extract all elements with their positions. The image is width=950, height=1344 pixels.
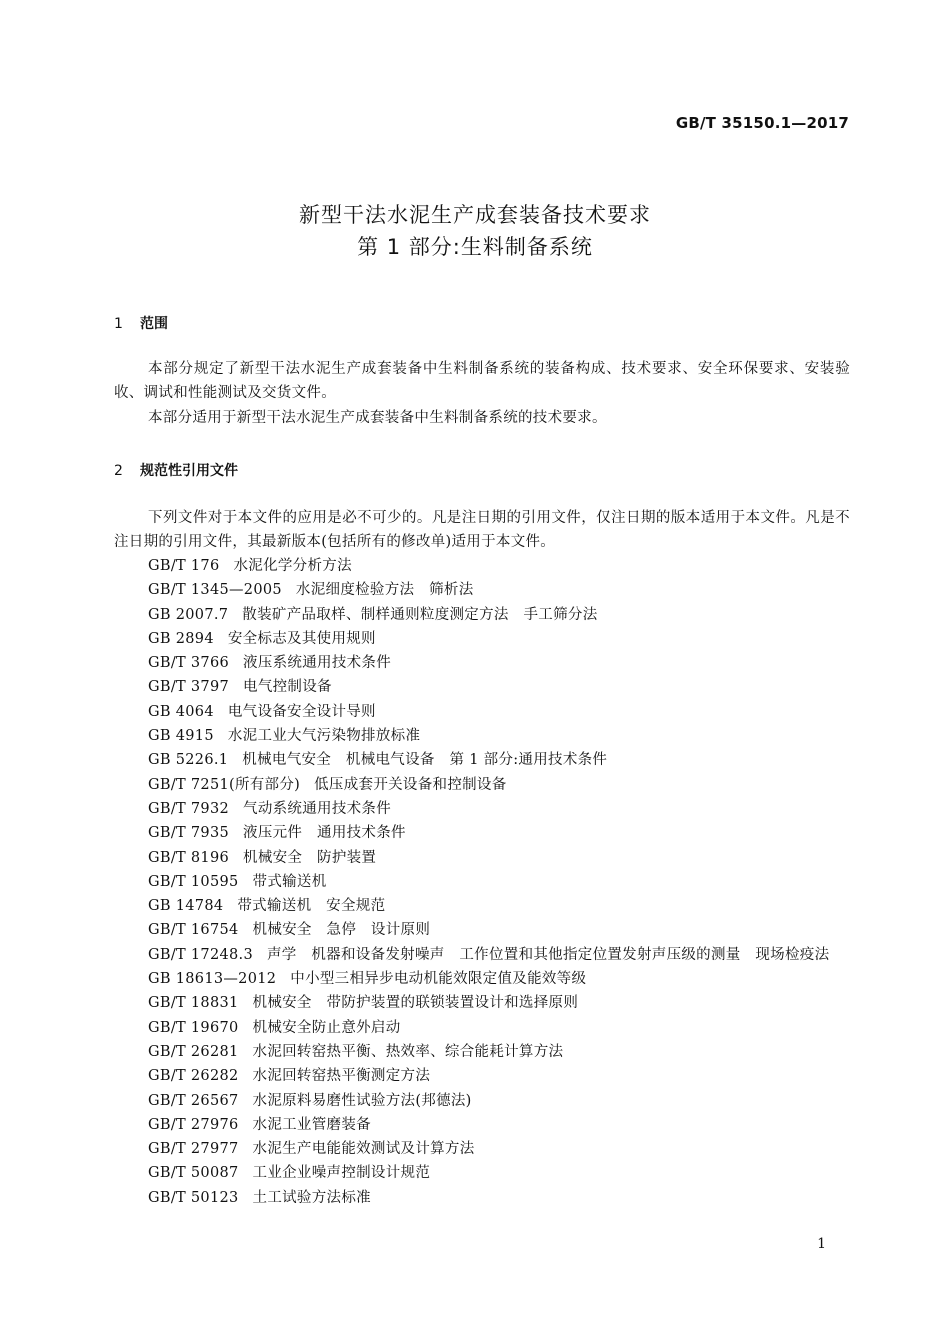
reference-title: 工业企业噪声控制设计规范 <box>252 1165 431 1182</box>
reference-title: 气动系统通用技术条件 <box>243 800 392 817</box>
reference-code: GB/T 1345—2005 <box>148 582 282 599</box>
reference-item <box>114 870 850 894</box>
reference-code: GB/T 3797 <box>148 679 230 696</box>
reference-item <box>114 1137 850 1161</box>
reference-item <box>114 1186 850 1210</box>
section-number: 1 <box>114 316 123 332</box>
section-1-heading <box>114 313 168 333</box>
section-2-heading <box>114 460 238 480</box>
reference-title: 带式输送机 安全规范 <box>237 898 386 915</box>
reference-title: 电气控制设备 <box>243 679 332 696</box>
reference-title: 水泥工业大气污染物排放标准 <box>227 728 421 745</box>
reference-code: GB/T 50087 <box>148 1165 239 1182</box>
reference-item <box>114 991 850 1015</box>
reference-code: GB 4064 <box>148 703 214 720</box>
reference-code: GB/T 8196 <box>148 849 230 866</box>
reference-title: 机械电气安全 机械电气设备 第 1 部分:通用技术条件 <box>242 752 608 769</box>
reference-item <box>114 748 850 772</box>
reference-item <box>114 603 850 627</box>
reference-code: GB/T 26282 <box>148 1068 239 1085</box>
reference-list <box>114 554 850 1210</box>
page-number: 1 <box>817 1236 826 1252</box>
reference-item <box>114 1113 850 1137</box>
reference-code: GB/T 19670 <box>148 1019 239 1036</box>
reference-code: GB/T 50123 <box>148 1189 239 1206</box>
reference-title: 中小型三相异步电动机能效限定值及能效等级 <box>290 971 587 988</box>
reference-title: 电气设备安全设计导则 <box>227 703 376 720</box>
reference-code: GB 2007.7 <box>148 606 229 623</box>
reference-code: GB/T 26281 <box>148 1043 239 1060</box>
reference-item <box>114 967 850 991</box>
reference-code: GB 4915 <box>148 728 214 745</box>
reference-item <box>114 1089 850 1113</box>
reference-item <box>114 675 850 699</box>
reference-title: 散装矿产品取样、制样通则粒度测定方法 手工筛分法 <box>242 606 598 623</box>
reference-title: 水泥生产电能能效测试及计算方法 <box>252 1141 475 1158</box>
reference-title: 水泥工业管磨装备 <box>252 1116 371 1133</box>
reference-item <box>114 1064 850 1088</box>
reference-title: 带式输送机 <box>252 873 327 890</box>
reference-title: 液压元件 通用技术条件 <box>243 825 406 842</box>
reference-item <box>114 846 850 870</box>
reference-item <box>114 651 850 675</box>
reference-item <box>114 894 850 918</box>
reference-title: 液压系统通用技术条件 <box>243 655 392 672</box>
reference-title: 机械安全 防护装置 <box>243 849 377 866</box>
reference-item <box>114 724 850 748</box>
reference-title: 水泥化学分析方法 <box>233 558 352 574</box>
reference-title: 水泥细度检验方法 筛析法 <box>295 582 474 599</box>
reference-title: 水泥原料易磨性试验方法(邦德法) <box>252 1092 472 1109</box>
reference-item <box>114 700 850 724</box>
reference-code: GB/T 27977 <box>148 1141 239 1158</box>
reference-item <box>114 627 850 651</box>
reference-item <box>114 578 850 602</box>
reference-code: GB/T 3766 <box>148 655 230 672</box>
reference-code: GB 18613—2012 <box>148 971 277 988</box>
reference-code: GB/T 7932 <box>148 800 230 817</box>
document-subtitle: 第 1 部分:生料制备系统 <box>357 235 593 259</box>
reference-title: 水泥回转窑热平衡、热效率、综合能耗计算方法 <box>252 1043 564 1060</box>
reference-code: GB 2894 <box>148 630 214 647</box>
reference-item <box>114 554 850 578</box>
reference-code: GB 5226.1 <box>148 752 229 769</box>
reference-title: 机械安全 带防护装置的联锁装置设计和选择原则 <box>252 995 579 1012</box>
reference-code: GB/T 10595 <box>148 873 239 890</box>
reference-item <box>114 821 850 845</box>
section-title: 范围 <box>140 316 168 332</box>
reference-title: 低压成套开关设备和控制设备 <box>314 776 507 793</box>
reference-code: GB/T 7935 <box>148 825 230 842</box>
reference-code: GB/T 27976 <box>148 1116 239 1133</box>
reference-item <box>114 773 850 797</box>
reference-item <box>114 918 850 942</box>
reference-code: GB/T 18831 <box>148 995 239 1012</box>
reference-code: GB/T 16754 <box>148 922 239 939</box>
reference-item <box>114 1040 850 1064</box>
reference-item <box>114 1016 850 1040</box>
reference-title: 水泥回转窑热平衡测定方法 <box>252 1068 431 1085</box>
reference-title: 土工试验方法标准 <box>252 1189 371 1206</box>
document-title: 新型干法水泥生产成套装备技术要求 <box>299 203 651 227</box>
reference-code: GB/T 17248.3 <box>148 946 253 963</box>
reference-title: 安全标志及其使用规则 <box>227 630 376 647</box>
reference-code: GB/T 26567 <box>148 1092 239 1109</box>
scope-paragraph: 本部分规定了新型干法水泥生产成套装备中生料制备系统的装备构成、技术要求、安全环保要求、安装验收、调试和性能测试及交货文件。 <box>114 361 850 401</box>
reference-code: GB/T 7251(所有部分) <box>148 776 301 793</box>
reference-item <box>114 797 850 821</box>
scope-paragraph: 本部分适用于新型干法水泥生产成套装备中生料制备系统的技术要求。 <box>148 410 607 426</box>
reference-code: GB 14784 <box>148 898 224 915</box>
reference-item <box>114 943 850 967</box>
references-intro: 下列文件对于本文件的应用是必不可少的。凡是注日期的引用文件，仅注日期的版本适用于本文件。凡是不注日期的引用文件，其最新版本(包括所有的修改单)适用于本文件。 <box>114 510 850 550</box>
section-number: 2 <box>114 463 123 479</box>
reference-code: GB/T 176 <box>148 558 220 574</box>
section-title: 规范性引用文件 <box>140 463 238 479</box>
reference-title: 机械安全防止意外启动 <box>252 1019 401 1036</box>
standard-number: GB/T 35150.1—2017 <box>675 114 849 132</box>
reference-item <box>114 1161 850 1185</box>
reference-title: 机械安全 急停 设计原则 <box>252 922 431 939</box>
reference-title: 声学 机器和设备发射噪声 工作位置和其他指定位置发射声压级的测量 现场检疫法 <box>266 946 830 963</box>
